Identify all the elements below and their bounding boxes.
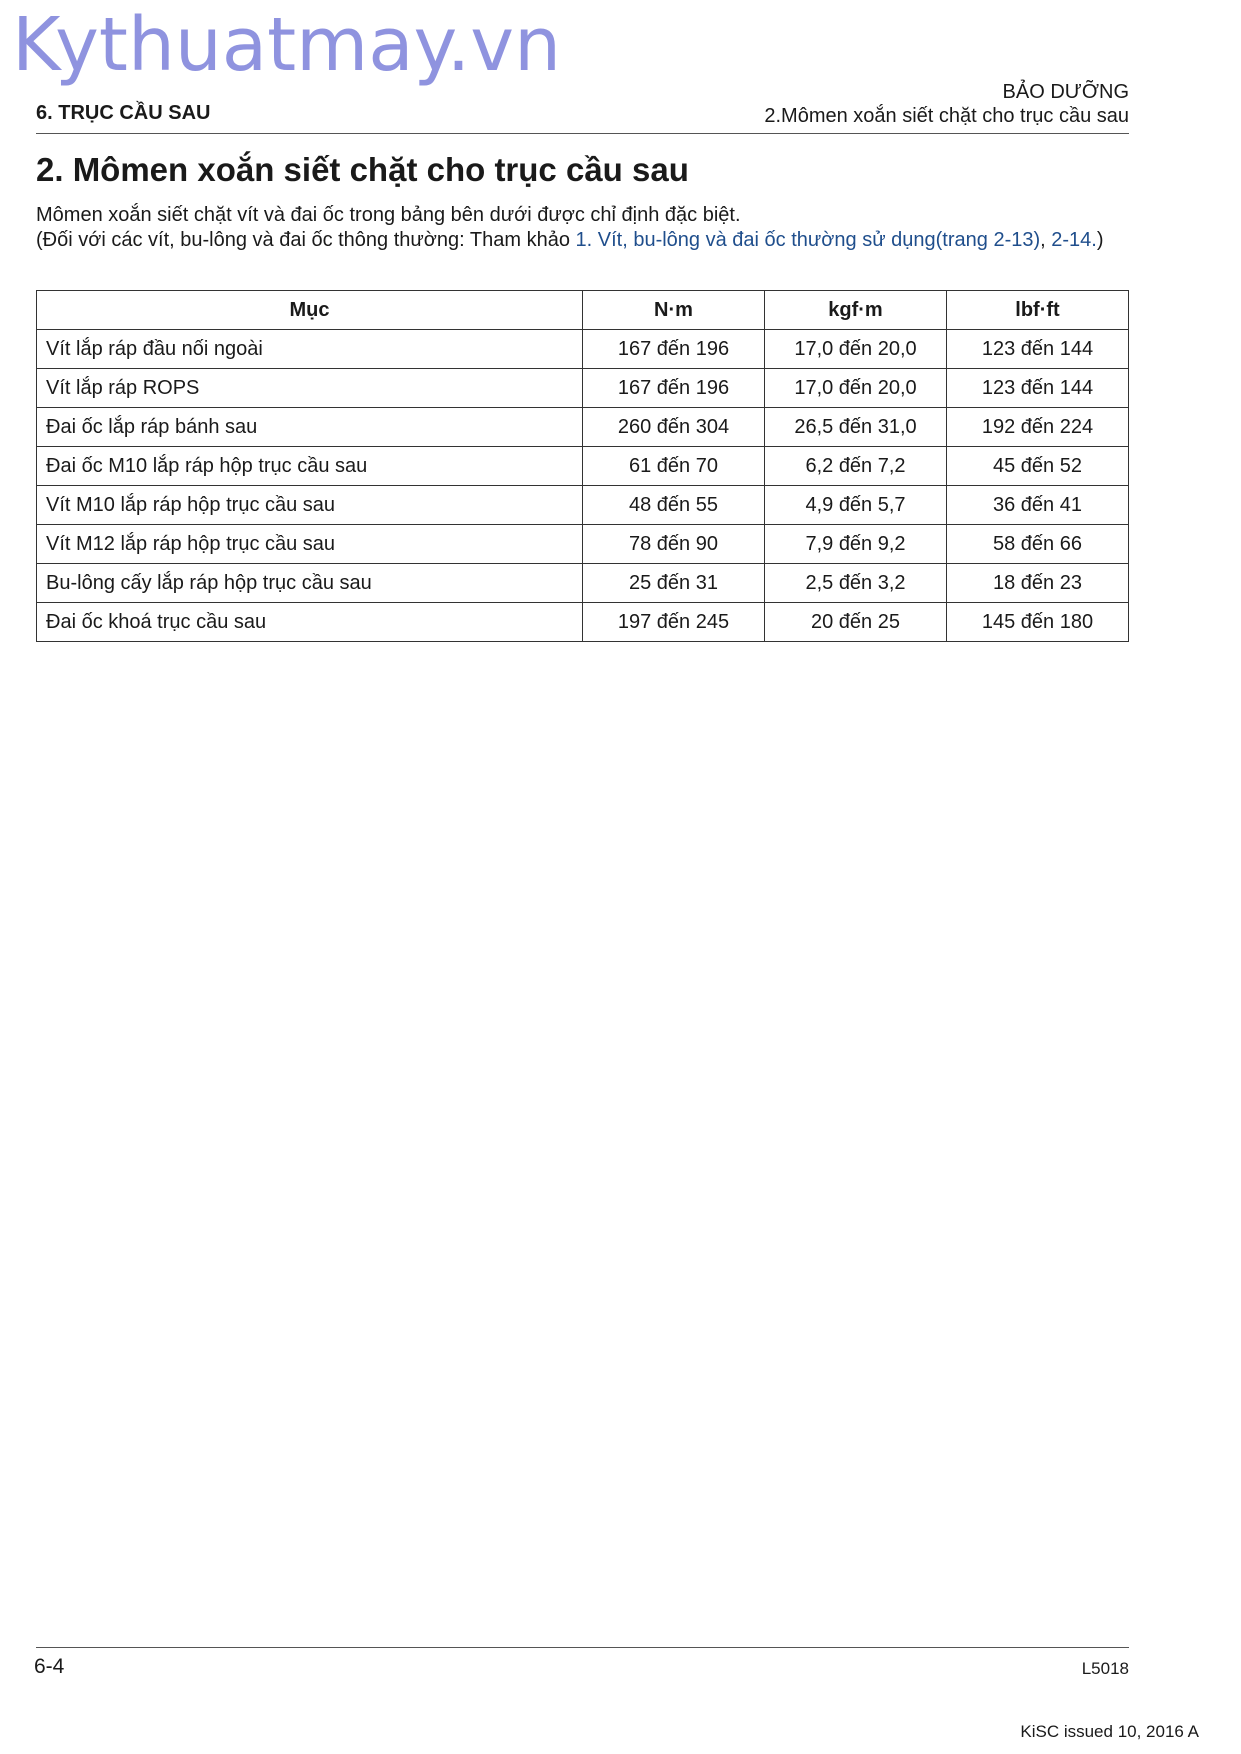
cell-lbfft: 18 đến 23 bbox=[947, 564, 1129, 603]
intro-separator: , bbox=[1040, 229, 1052, 251]
cell-lbfft: 192 đến 224 bbox=[947, 408, 1129, 447]
cell-item: Vít M10 lắp ráp hộp trục cầu sau bbox=[37, 486, 583, 525]
cell-item: Vít lắp ráp ROPS bbox=[37, 369, 583, 408]
cell-nm: 48 đến 55 bbox=[583, 486, 765, 525]
watermark: Kythuatmay.vn bbox=[12, 2, 562, 88]
cell-lbfft: 123 đến 144 bbox=[947, 330, 1129, 369]
intro-line-2-prefix: (Đối với các vít, bu-lông và đai ốc thông thường: Tham khảo bbox=[36, 229, 576, 251]
column-header-kgfm: kgf·m bbox=[765, 291, 947, 330]
cell-nm: 167 đến 196 bbox=[583, 330, 765, 369]
header-category: BẢO DƯỠNG bbox=[1002, 81, 1129, 103]
cell-kgfm: 17,0 đến 20,0 bbox=[765, 330, 947, 369]
cell-item: Đai ốc khoá trục cầu sau bbox=[37, 603, 583, 642]
table-row bbox=[37, 369, 1129, 408]
cell-kgfm: 2,5 đến 3,2 bbox=[765, 564, 947, 603]
cell-kgfm: 17,0 đến 20,0 bbox=[765, 369, 947, 408]
cell-nm: 260 đến 304 bbox=[583, 408, 765, 447]
cell-nm: 78 đến 90 bbox=[583, 525, 765, 564]
cell-kgfm: 20 đến 25 bbox=[765, 603, 947, 642]
table-row bbox=[37, 564, 1129, 603]
header-subtitle: 2.Mômen xoắn siết chặt cho trục cầu sau bbox=[764, 105, 1129, 127]
document-code: L5018 bbox=[1081, 1659, 1129, 1678]
cell-nm: 25 đến 31 bbox=[583, 564, 765, 603]
cell-nm: 61 đến 70 bbox=[583, 447, 765, 486]
cell-item: Đai ốc lắp ráp bánh sau bbox=[37, 408, 583, 447]
cell-nm: 167 đến 196 bbox=[583, 369, 765, 408]
cell-lbfft: 36 đến 41 bbox=[947, 486, 1129, 525]
column-header-lbfft: lbf·ft bbox=[947, 291, 1129, 330]
cell-lbfft: 45 đến 52 bbox=[947, 447, 1129, 486]
torque-table bbox=[36, 290, 1129, 642]
intro-suffix: ) bbox=[1096, 229, 1104, 251]
page-title: 2. Mômen xoắn siết chặt cho trục cầu sau bbox=[36, 151, 689, 188]
reference-link-page[interactable]: 2-14. bbox=[1051, 229, 1097, 251]
cell-item: Đai ốc M10 lắp ráp hộp trục cầu sau bbox=[37, 447, 583, 486]
intro-line-2 bbox=[36, 228, 1129, 253]
footer-divider bbox=[36, 1647, 1129, 1648]
table-header-row bbox=[37, 291, 1129, 330]
header-divider bbox=[36, 133, 1129, 134]
intro-text bbox=[36, 203, 1129, 253]
running-header bbox=[764, 80, 1129, 128]
column-header-item: Mục bbox=[37, 291, 583, 330]
cell-item: Bu-lông cấy lắp ráp hộp trục cầu sau bbox=[37, 564, 583, 603]
header-section: 6. TRỤC CẦU SAU bbox=[36, 102, 211, 124]
cell-kgfm: 26,5 đến 31,0 bbox=[765, 408, 947, 447]
table-row bbox=[37, 486, 1129, 525]
cell-item: Vít lắp ráp đầu nối ngoài bbox=[37, 330, 583, 369]
table-row bbox=[37, 408, 1129, 447]
table-row bbox=[37, 603, 1129, 642]
reference-link-bolts[interactable]: 1. Vít, bu-lông và đai ốc thường sử dụng(trang 2-13) bbox=[575, 229, 1041, 251]
cell-kgfm: 4,9 đến 5,7 bbox=[765, 486, 947, 525]
cell-lbfft: 145 đến 180 bbox=[947, 603, 1129, 642]
cell-kgfm: 6,2 đến 7,2 bbox=[765, 447, 947, 486]
cell-nm: 197 đến 245 bbox=[583, 603, 765, 642]
table-row bbox=[37, 525, 1129, 564]
cell-lbfft: 58 đến 66 bbox=[947, 525, 1129, 564]
intro-line-1: Mômen xoắn siết chặt vít và đai ốc trong bảng bên dưới được chỉ định đặc biệt. bbox=[36, 204, 741, 226]
table-row bbox=[37, 447, 1129, 486]
issue-info: KiSC issued 10, 2016 A bbox=[1020, 1722, 1199, 1741]
cell-item: Vít M12 lắp ráp hộp trục cầu sau bbox=[37, 525, 583, 564]
table-row bbox=[37, 330, 1129, 369]
cell-lbfft: 123 đến 144 bbox=[947, 369, 1129, 408]
page-number: 6-4 bbox=[34, 1655, 65, 1678]
cell-kgfm: 7,9 đến 9,2 bbox=[765, 525, 947, 564]
column-header-nm: N·m bbox=[583, 291, 765, 330]
